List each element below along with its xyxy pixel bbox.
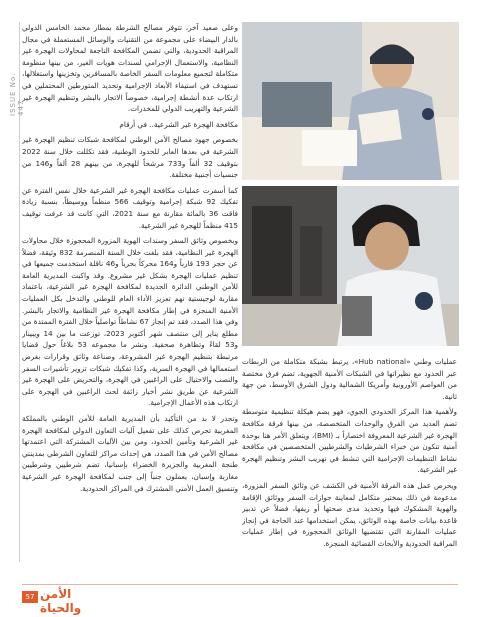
photo-officer-document-check <box>242 22 459 180</box>
article-paragraph: وتجدر لا بد من التأكيد بأن المديرية العامة للأمن الوطني بالمملكة المغربية تحرص كذلك على تفعيل آليات التعاون الدولي لمكافحة الهجرة غير الشرعية وتأمين الحدود، ومن بين الآليات المشتركة التي اعتمدتها مصالح الأمن في هذا الصدد، هي إحداث مراكز للتعاون الشرطي بمدينتي طنجة المغربية والجزيرة الخضراء بإسبانيا، تضم شرطيين وشرطيين مغاربة وإسبان، يعملون جنباً إلى جنب لمكافحة الهجرة غير الشرعية وتنسيق العمل الأمني المشترك في المراكز الحدودية. <box>22 414 238 493</box>
photo-illustration <box>242 22 459 180</box>
article-paragraph: ويحرص عمل هذه الفرقة الأمنية في الكشف عن وثائق السفر المزورة، مدعومة في ذلك بمختبر متكامل لمعاينة جوازات السفر ووثائق الإقامة والهوية المشكوك فيها وتحديد مدى صحتها أو زيفها، فضلاً عن تدبير قاعدة بيانات خاصة بهذه الوثائق، يمكن استخدامها عند الحاجة في إنجاز عمليات المقارنة التي تقتضيها الوثائق المحجوزة في إطار عمليات المراقبة الحدودية والأبحاث القضائية المنجزة. <box>242 480 457 548</box>
article-paragraph: عمليات وطني «Hub national»، يرتبط بشبكة متكاملة من الربطات عبر الحدود مع نظيراتها في الشبكات الأمنية الجهوية، تضم فرق مختصة من العواصم الأوروبية وأمريكا الشمالية ودول الشرق الأوسط، من جهة ثانية. <box>242 357 457 401</box>
article-paragraph: ولأهمية هذا المركز الحدودي الجوي، فهو يضم هيكلة تنظيمية متوسطة تضم العديد من الفرق والوحدات المتخصصة، من بينها فرقة مكافحة الهجرة غير الشرعية المعروفة اختصاراً بـ (BMI)، ويتعلق الأمر هنا بوحدة أمنية تتكون من خبراء الشرطيات والشرطيين المتخصصين في مكافحة نشاط التنظيمات الإجرامية التي تنشط في تهريب البشر وتنظيم الهجرة غير الشرعية. <box>242 407 457 475</box>
photo-officer-microscope <box>242 186 459 346</box>
page-number: 57 <box>22 591 38 603</box>
article-column-right <box>242 356 457 566</box>
article-paragraph: وبخصوص وثائق السفر وسندات الهوية المزورة المحجوزة خلال محاولات الهجرة غير النظامية، فقد بلغت خلال السنة المنصرمة 832 وثيقة، فضلاً عن حجز 193 قارباً و164 محركاً بحرياً و46 ناقلة استخدمت جميعها في تنظيم عمليات الهجرة بشكل غير مشروع. وقد واكبت المديرية العامة للأمن الوطني الدائرة الجديدة لمكافحة الهجرة غير الشرعية، باعتماد مقاربة لوجيستية تهم تعزيز الأداء العام للوطني والتدخل بكل العمليات الأمنية المنجزة في إطار مكافحة الهجرة غير النظامية والاتجار بالبشر. وفي هذا الصدد، فقد تم إنجاز 67 نشاطاً تواصلياً خلال الفترة الممتدة من مطلع يناير إلى منتصف شهر أكتوبر 2023، توزعت ما بين 14 ويبينار و53 لقاءً وتظاهرة صحفية. ونشر ما مجموعه 53 بلاغاً حول قضايا مرتبطة بتنظيم الهجرة غير المشروعة، وصناعة وثائق وقرارات بغرض استعمالها في الهجرة السرية، وكذا تفكيك شبكات تزوير تأشيرات السفر والنصب والاحتيال على الراغبين في الهجرة، والتحريض على الهجرة غير الشرعية عن طريق نشر أخبار زائفة لحث الراغبين في الهجرة على ارتكاب هذه الأعمال الإجرامية. <box>22 236 238 408</box>
article-paragraph: بخصوص جهود مصالح الأمن الوطني لمكافحة شبكات تنظيم الهجرة غير الشرعية في بعدها العابر للحدود الوطنية، فقد تكللت خلال سنة 2022 بتوقيف 32 ألفاً و733 مرشحاً للهجرة، من بينهم 28 ألفاً و146 من جنسيات أجنبية مختلفة. <box>22 135 238 180</box>
photo-illustration <box>242 186 459 346</box>
article-paragraph: وعلى صعيد آخر، تتوفر مصالح الشرطة بمطار محمد الخامس الدولي بالدار البيضاء على مجموعة من التقنيات والوسائل المستعملة في مجال المراقبة الحدودية، والتي تضمن المكافحة الناجعة لمحاولات الهجرة غير النظامية، والاستعمال الإجرامي لسندات هويات الغير، من بينها منظومة متكاملة لتجميع معلومات السفر الخاصة بالمسافرين وتخزينها واستغلالها، تستهدف في استيفاء الأبعاد الإجرامية وتحديد المتورطين المحتملين في ارتكاب عدة أنشطة إجرامية، خصوصاً الاتجار بالبشر وتنظيم الهجرة غير الشرعية والتهريب الدولي للمخدرات. <box>22 23 238 114</box>
footer-divider <box>22 584 458 585</box>
article-column-left <box>22 22 238 577</box>
issue-label: ISSUE No. 447 <box>9 72 25 116</box>
magazine-title: الأمن والحياة <box>40 587 82 615</box>
article-subheading: مكافحة الهجرة غير الشرعية.. في أرقام <box>119 119 238 129</box>
article-paragraph: كما أسفرت عمليات مكافحة الهجرة غير الشرعية خلال نفس الفترة عن تفكيك 92 شبكة إجرامية وتوقيف 566 منظماً ووسيطاً، بنسبة زيادة فاقت 36 بالمائة مقارنة مع سنة 2021، التي كانت قد عرفت توقيف 415 منظماً للهجرة غير الشرعية. <box>22 185 238 230</box>
